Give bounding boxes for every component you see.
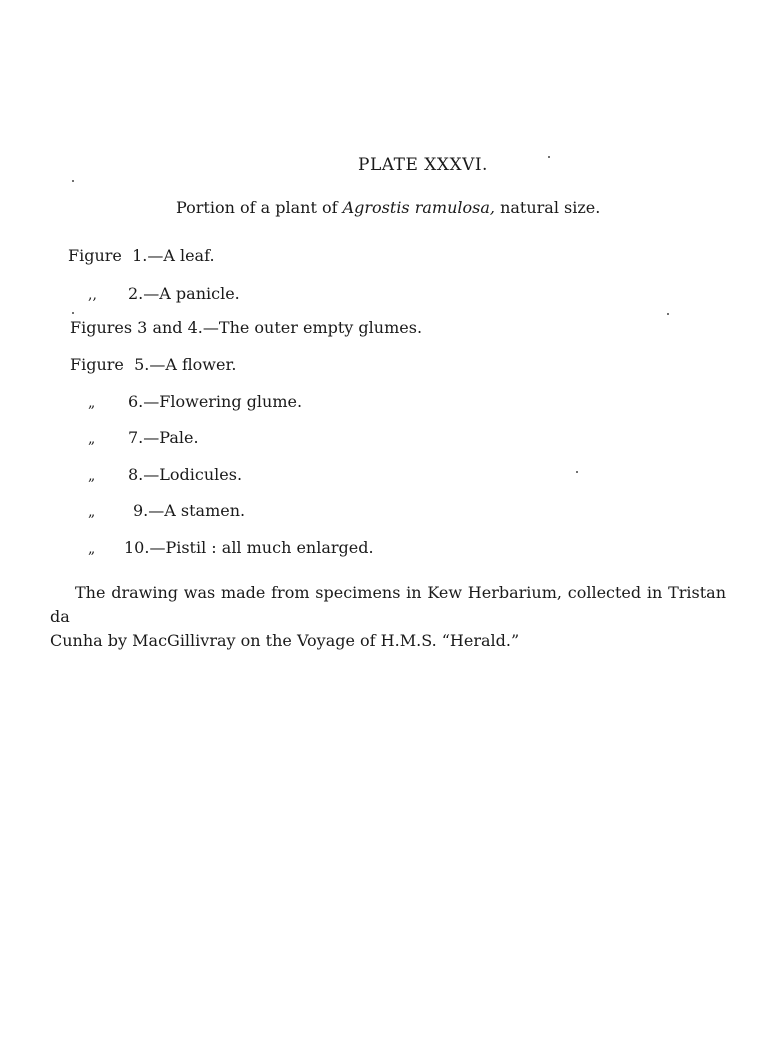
ditto-mark: „ xyxy=(88,468,96,484)
figure-item-5 xyxy=(70,355,236,374)
plate-title: PLATE XXXVI. xyxy=(358,155,488,175)
figure-item-2 xyxy=(88,284,240,303)
scan-speck xyxy=(667,313,669,315)
figure-description: —A panicle. xyxy=(143,284,240,303)
ditto-mark: ,, xyxy=(88,287,97,303)
scan-speck xyxy=(72,312,74,314)
figure-number: 6. xyxy=(128,392,144,411)
ditto-mark: „ xyxy=(88,395,96,411)
figure-description: —A leaf. xyxy=(147,246,215,265)
figure-item-6 xyxy=(88,392,302,411)
note-line-1: The drawing was made from specimens in Kew Herbarium, collected in Tristan da xyxy=(50,583,726,626)
figure-number: 9. xyxy=(133,501,149,520)
figure-item-3-4 xyxy=(70,318,422,337)
figure-description: —A flower. xyxy=(149,355,237,374)
ditto-mark: „ xyxy=(88,431,96,447)
figure-number: 5. xyxy=(134,355,150,374)
figure-prefix: Figure xyxy=(68,246,122,265)
figure-description: —Flowering glume. xyxy=(143,392,303,411)
ditto-mark: „ xyxy=(88,504,96,520)
figure-description: —Lodicules. xyxy=(143,465,243,484)
note-line-2: Cunha by MacGillivray on the Voyage of H.M.S. “Herald.” xyxy=(50,631,520,650)
figure-description: —A stamen. xyxy=(148,501,246,520)
species-name: Agrostis ramulosa, xyxy=(342,198,495,217)
scan-speck xyxy=(576,471,578,473)
scan-speck xyxy=(548,156,550,158)
figure-item-1 xyxy=(68,246,215,265)
figure-description: —Pale. xyxy=(143,428,199,447)
subtitle-prefix: Portion of a plant of xyxy=(176,198,343,217)
scan-speck xyxy=(72,180,74,182)
figure-item-10 xyxy=(88,538,374,557)
plate-subtitle xyxy=(176,198,600,217)
figure-prefix: Figure xyxy=(70,355,124,374)
figure-prefix: Figures 3 and 4. xyxy=(70,318,203,337)
figure-number: 1. xyxy=(132,246,148,265)
figure-description: —The outer empty glumes. xyxy=(202,318,423,337)
figure-description: —Pistil : all much enlarged. xyxy=(149,538,374,557)
specimen-note xyxy=(50,581,726,653)
figure-number: 2. xyxy=(128,284,144,303)
subtitle-suffix: natural size. xyxy=(494,198,601,217)
figure-number: 7. xyxy=(128,428,144,447)
ditto-mark: „ xyxy=(88,541,96,557)
figure-item-7 xyxy=(88,428,199,447)
figure-number: 10. xyxy=(124,538,150,557)
figure-item-9 xyxy=(88,501,245,520)
figure-number: 8. xyxy=(128,465,144,484)
figure-item-8 xyxy=(88,465,242,484)
